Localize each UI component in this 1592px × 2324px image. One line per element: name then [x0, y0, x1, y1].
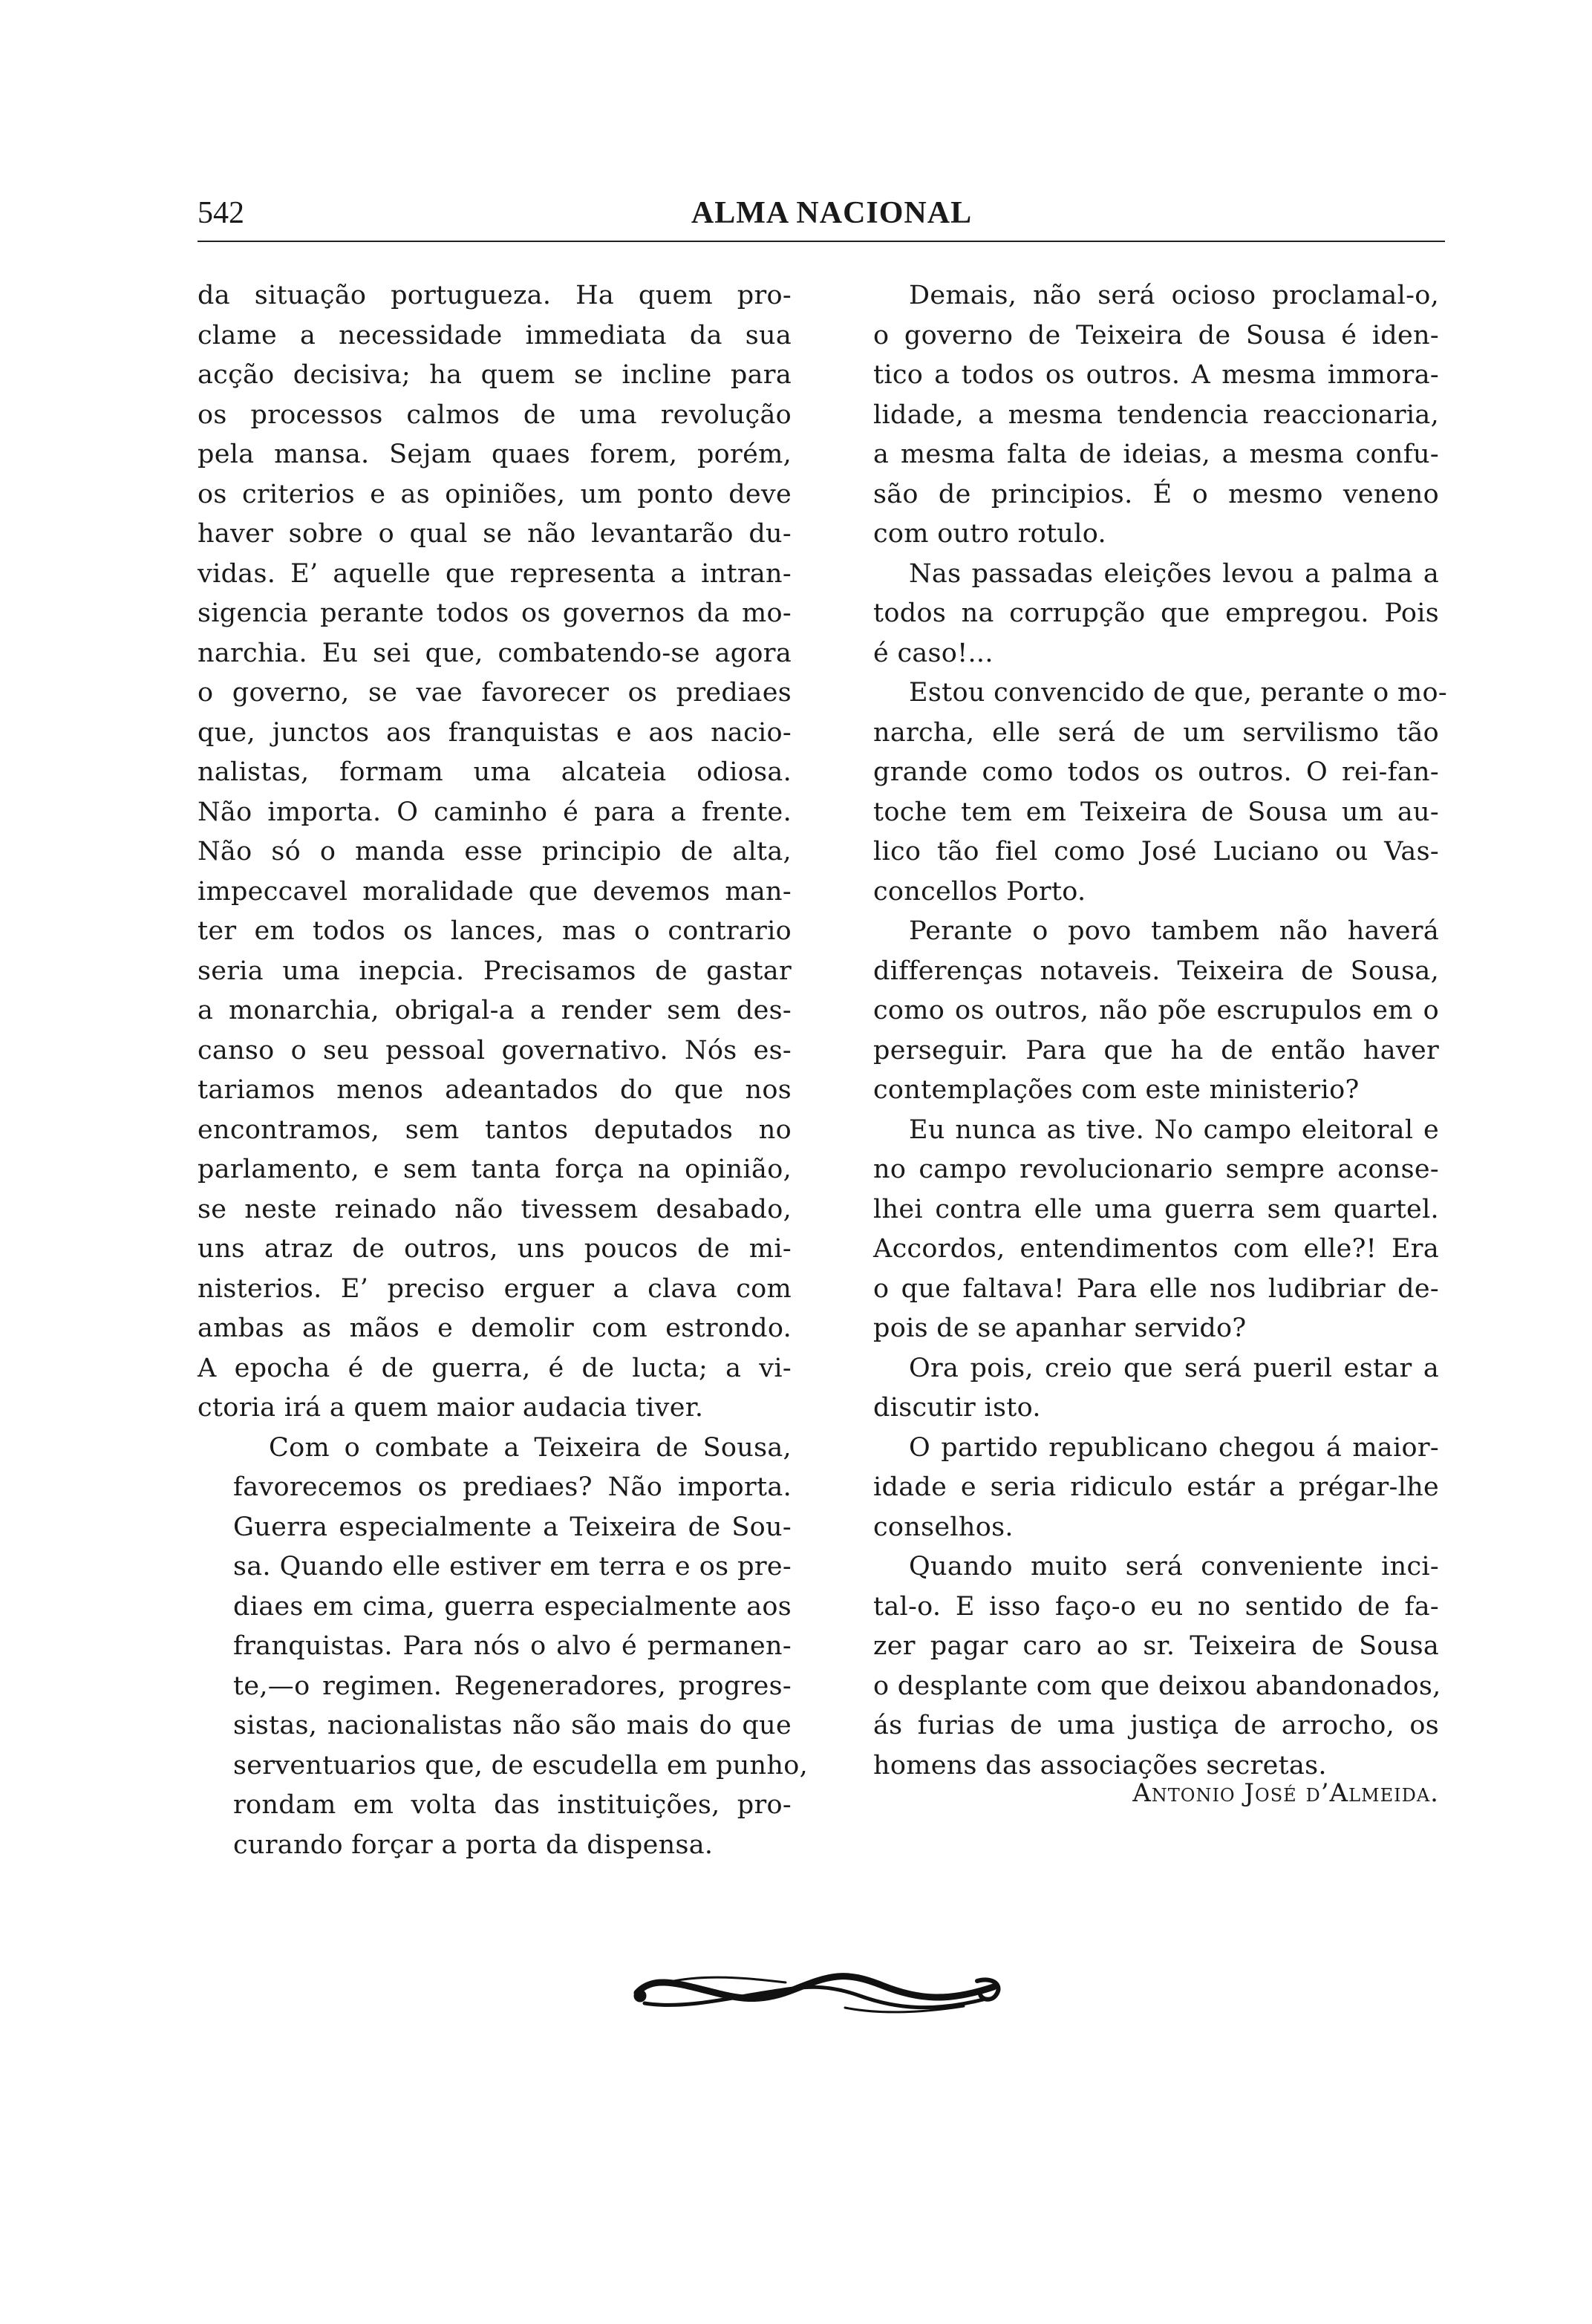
text-line: O partido republicano chegou á maior-	[909, 1432, 1439, 1463]
text-line: narcha, elle será de um servilismo tão	[873, 717, 1439, 748]
text-line: Perante o povo tambem não haverá	[909, 916, 1439, 946]
text-line: se neste reinado não tivessem desabado,	[198, 1194, 792, 1224]
text-line: curando forçar a porta da dispensa.	[233, 1830, 714, 1860]
text-line: differenças notaveis. Teixeira de Sousa,	[873, 956, 1439, 986]
text-line: é caso!...	[873, 638, 994, 668]
text-line: lhei contra elle uma guerra sem quartel.	[873, 1194, 1439, 1224]
text-line: clame a necessidade immediata da sua	[198, 320, 792, 350]
text-line: narchia. Eu sei que, combatendo-se agora	[198, 638, 792, 668]
text-line: acção decisiva; ha quem se incline para	[198, 360, 792, 390]
text-line: sistas, nacionalistas não são mais do que	[233, 1711, 792, 1740]
text-line: nalistas, formam uma alcateia odiosa.	[198, 757, 792, 787]
text-line: com outro rotulo.	[873, 519, 1106, 549]
text-line: canso o seu pessoal governativo. Nós es-	[198, 1035, 792, 1065]
author-name: Antonio José d’Almeida.	[1132, 1778, 1439, 1808]
text-line: concellos Porto.	[873, 876, 1086, 907]
text-line: Accordos, entendimentos com elle?! Era	[873, 1234, 1439, 1264]
text-line: toche tem em Teixeira de Sousa um au-	[873, 797, 1439, 827]
text-line: os criterios e as opiniões, um ponto deve	[198, 479, 792, 509]
text-line: seria uma inepcia. Precisamos de gastar	[198, 956, 792, 986]
left-column	[198, 276, 809, 1865]
text-line: discutir isto.	[873, 1393, 1041, 1423]
text-line: serventuarios que, de escudella em punho,	[233, 1750, 809, 1780]
text-line: homens das associações secretas.	[873, 1750, 1327, 1780]
text-line: pela mansa. Sejam quaes forem, porém,	[198, 440, 792, 469]
text-line: Guerra especialmente a Teixeira de Sou-	[233, 1512, 792, 1542]
right-column	[838, 276, 1447, 1786]
text-line: idade e seria ridiculo estár a prégar-lhe	[873, 1472, 1439, 1502]
text-line: os processos calmos de uma revolução	[198, 399, 792, 430]
paragraph	[838, 555, 1439, 674]
text-line: Ora pois, creio que será pueril estar a	[909, 1353, 1439, 1383]
paragraph	[838, 1429, 1439, 1548]
text-line: Quando muito será conveniente inci-	[909, 1552, 1439, 1582]
text-line: o que faltava! Para elle nos ludibriar de-	[873, 1273, 1439, 1304]
text-line: parlamento, e sem tanta força na opinião,	[198, 1155, 792, 1184]
paragraph	[198, 1429, 809, 1866]
text-line: impeccavel moralidade que devemos man-	[198, 876, 792, 907]
text-line: diaes em cima, guerra especialmente aos	[233, 1591, 792, 1622]
text-line: encontramos, sem tantos deputados no	[198, 1114, 792, 1145]
text-line: no campo revolucionario sempre aconse-	[873, 1155, 1439, 1184]
paragraph	[198, 276, 792, 1429]
text-line: A epocha é de guerra, é de lucta; a vi-	[198, 1353, 792, 1383]
text-line: tal-o. E isso faço-o eu no sentido de fa-	[873, 1591, 1439, 1622]
paragraph	[838, 912, 1439, 1111]
text-line: Eu nunca as tive. No campo eleitoral e	[909, 1114, 1439, 1145]
text-line: zer pagar caro ao sr. Teixeira de Sousa	[873, 1631, 1439, 1661]
paragraph	[838, 276, 1439, 555]
text-line: pois de se apanhar servido?	[873, 1313, 1247, 1343]
paragraph	[838, 1111, 1439, 1349]
text-line: contemplações com este ministerio?	[873, 1075, 1360, 1105]
text-line: rondam em volta das instituições, pro-	[233, 1790, 792, 1820]
text-line: como os outros, não põe escrupulos em o	[873, 996, 1439, 1025]
text-line: ambas as mãos e demolir com estrondo.	[198, 1313, 792, 1343]
text-line: uns atraz de outros, uns poucos de mi-	[198, 1234, 792, 1264]
text-line: lico tão fiel como José Luciano ou Vas-	[873, 837, 1439, 866]
text-line: favorecemos os prediaes? Não importa.	[233, 1472, 792, 1502]
text-line: a mesma falta de ideias, a mesma confu-	[873, 440, 1439, 469]
text-line: vidas. E’ aquelle que representa a intran-	[198, 558, 792, 589]
text-line: o desplante com que deixou abandonados,	[873, 1671, 1441, 1701]
text-line: o governo de Teixeira de Sousa é iden-	[873, 320, 1439, 350]
paragraph	[838, 1349, 1439, 1429]
paragraph	[838, 673, 1447, 912]
text-line: todos na corrupção que empregou. Pois	[873, 598, 1439, 628]
text-line: conselhos.	[873, 1512, 1014, 1542]
text-line: ter em todos os lances, mas o contrario	[198, 916, 792, 946]
author-signature	[838, 1775, 1439, 1812]
text-line: sa. Quando elle estiver em terra e os pre-	[233, 1552, 792, 1582]
text-line: te,—o regimen. Regeneradores, progres-	[233, 1671, 792, 1701]
text-line: o governo, se vae favorecer os prediaes	[198, 678, 792, 708]
text-line: Não só o manda esse principio de alta,	[198, 837, 792, 866]
text-line: haver sobre o qual se não levantarão du-	[198, 519, 792, 549]
text-line: sigencia perante todos os governos da mo-	[198, 598, 792, 628]
text-line: a monarchia, obrigal-a a render sem des-	[198, 996, 792, 1025]
text-line: franquistas. Para nós o alvo é permanen-	[233, 1631, 792, 1661]
text-line: Demais, não será ocioso proclamal-o,	[909, 281, 1439, 310]
end-ornament-flourish	[622, 1960, 1008, 2027]
text-line: Com o combate a Teixeira de Sousa,	[269, 1432, 792, 1463]
text-line: lidade, a mesma tendencia reaccionaria,	[873, 399, 1439, 430]
text-line: que, junctos aos franquistas e aos nacio-	[198, 717, 792, 748]
text-line: grande como todos os outros. O rei-fan-	[873, 757, 1439, 787]
text-line: da situação portugueza. Ha quem pro-	[198, 281, 792, 310]
text-line: tariamos menos adeantados do que nos	[198, 1075, 792, 1105]
text-line: tico a todos os outros. A mesma immora-	[873, 360, 1439, 390]
running-head: ALMA NACIONAL	[691, 196, 973, 230]
text-line: ás furias de uma justiça de arrocho, os	[873, 1711, 1439, 1740]
text-line: Estou convencido de que, perante o mo-	[909, 678, 1447, 708]
header-rule	[198, 241, 1445, 242]
text-line: nisterios. E’ preciso erguer a clava com	[198, 1273, 792, 1304]
text-line: ctoria irá a quem maior audacia tiver.	[198, 1393, 704, 1423]
text-line: Nas passadas eleições levou a palma a	[909, 558, 1439, 589]
text-line: Não importa. O caminho é para a frente.	[198, 797, 792, 827]
page-number: 542	[198, 196, 244, 230]
text-line: são de principios. É o mesmo veneno	[873, 479, 1439, 509]
text-line: perseguir. Para que ha de então haver	[873, 1035, 1439, 1065]
paragraph	[838, 1547, 1439, 1786]
